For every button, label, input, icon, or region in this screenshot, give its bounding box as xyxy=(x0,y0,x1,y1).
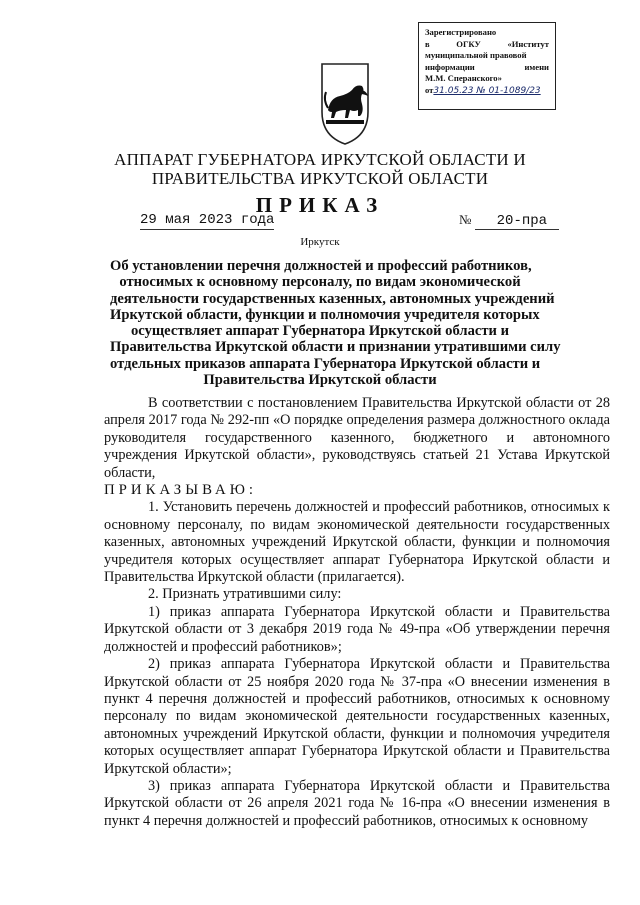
stamp-line-4 xyxy=(425,62,549,74)
document-type: ПРИКАЗ xyxy=(255,193,385,217)
document-body xyxy=(104,395,610,830)
organization-line-1: АППАРАТ ГУБЕРНАТОРА ИРКУТСКОЙ ОБЛАСТИ И xyxy=(114,150,526,169)
paragraph-2: 2. Признать утратившими силу: xyxy=(148,586,342,603)
title-line: относимых к основному персоналу, по видам экономической xyxy=(119,274,521,291)
document-city: Иркутск xyxy=(300,236,340,248)
stamp-line-3: муниципальной правовой xyxy=(425,50,527,61)
title-line: Правительства Иркутской области и признании утратившими силу xyxy=(110,339,561,356)
stamp-line-2 xyxy=(425,39,549,51)
organization-line-2: ПРАВИТЕЛЬСТВА ИРКУТСКОЙ ОБЛАСТИ xyxy=(151,169,489,188)
stamp-line-4-b: имени xyxy=(524,61,549,72)
order-word: ПРИКАЗЫВАЮ: xyxy=(104,482,258,499)
paragraph-2-item-1: 1) приказ аппарата Губернатора Иркутской области и Правительства Иркутской области от 3 декабря 2019 года № 49-пра «Об утверждении перечня должностей и профессий работников»; xyxy=(104,603,610,655)
stamp-line-2-c: «Институт xyxy=(507,38,549,49)
title-line: Правительства Иркутской области xyxy=(203,372,437,389)
stamp-line-6 xyxy=(425,85,549,98)
paragraph-1: 1. Установить перечень должностей и профессий работников, относимых к основному персоналу, по видам экономической деятельности государственных казенных, автономных учреждений Иркутской области, функции и полномочия учредителя которых осуществляет аппарат Губернатора Иркутской области и Правительства Иркутской области (прилагается). xyxy=(104,499,610,586)
title-line: Об установлении перечня должностей и профессий работников, xyxy=(110,258,532,274)
stamp-line-4-a: информации xyxy=(425,61,475,72)
document-date xyxy=(140,212,274,228)
stamp-line-5: М.М. Сперанского» xyxy=(425,73,502,84)
preamble-paragraph: В соответствии с постановлением Правительства Иркутской области от 28 апреля 2017 года № 292-пп «О порядке определения размера должностного оклада руководителя государственного казенного, бюджетного и автономного учреждения Иркутской области», руководствуясь статьей 21 Устава Иркутской области, xyxy=(104,395,610,481)
number-value: 20-пра xyxy=(475,213,559,230)
organization-name xyxy=(0,150,640,188)
document-number xyxy=(459,212,559,230)
stamp-line-1: Зарегистрировано xyxy=(425,27,497,37)
registration-stamp xyxy=(418,22,556,110)
document-title xyxy=(110,258,561,389)
title-line: деятельности государственных казенных, автономных учреждений xyxy=(110,290,555,307)
stamp-line-2-a: в xyxy=(425,38,430,49)
number-label: № xyxy=(459,212,472,227)
title-line: Иркутской области, функции и полномочия учредителя которых xyxy=(110,306,540,323)
title-line: осуществляет аппарат Губернатора Иркутской области и xyxy=(130,323,510,340)
paragraph-2-item-3: 3) приказ аппарата Губернатора Иркутской области и Правительства Иркутской области от 26 апреля 2021 года № 16-пра «О внесении изменения в пункт 4 перечня должностей и профессий работников, относимых к основному xyxy=(104,777,610,829)
stamp-date-prefix: от xyxy=(425,84,434,95)
document-date-value: 29 мая 2023 года xyxy=(140,212,275,228)
stamp-handwritten-number: 31.05.23 № 01-1089/23 xyxy=(433,85,541,96)
paragraph-2-item-2: 2) приказ аппарата Губернатора Иркутской области и Правительства Иркутской области от 25 ноября 2020 года № 37-пра «О внесении изменения в пункт 4 перечня должностей и профессий работников, относимых к основному персоналу по видам экономической деятельности государственных казенных, автономных учреждений Иркутской области, функции и полномочия учредителя которых осуществляет аппарат Губернатора Иркутской области и Правительства Иркутской области»; xyxy=(104,656,610,777)
title-line: отдельных приказов аппарата Губернатора Иркутской области и xyxy=(110,355,541,372)
irkutsk-coat-of-arms-icon xyxy=(318,60,372,148)
stamp-line-2-b: ОГКУ xyxy=(456,38,481,49)
